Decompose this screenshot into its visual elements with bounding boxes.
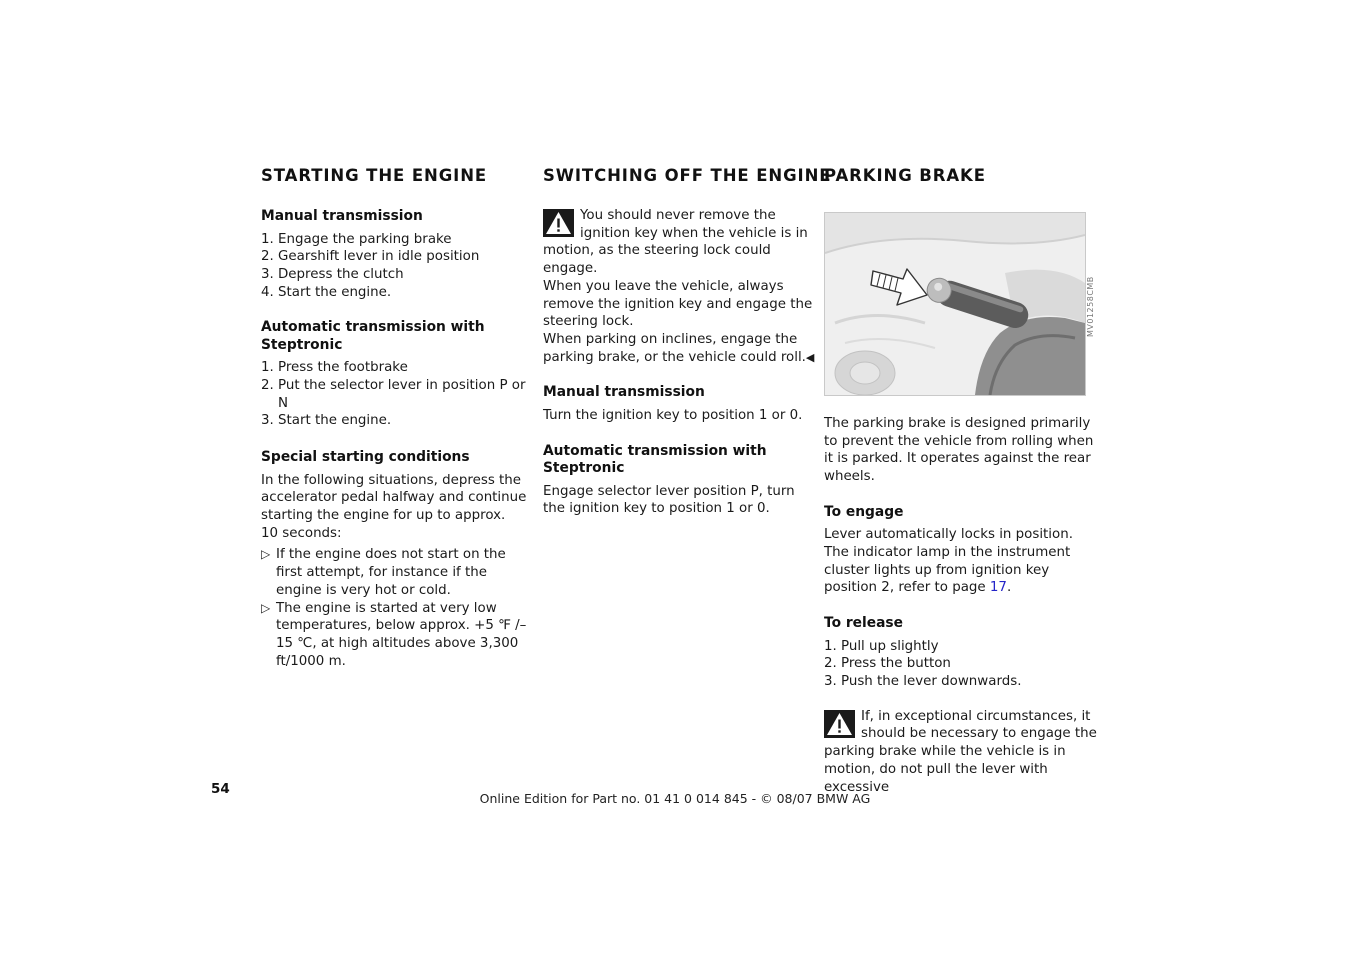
triangle-bullet-icon: ▷ xyxy=(261,600,271,615)
footer-edition-note: Online Edition for Part no. 01 41 0 014 845 - © 08/07 BMW AG xyxy=(479,791,871,806)
list-item: 1. Engage the parking brake xyxy=(261,231,452,247)
auto-switch-off-text: Engage selector lever position P, turn the ignition key to position 1 or 0. xyxy=(543,483,795,517)
parking-brake-illustration xyxy=(824,212,1086,396)
heading-starting-engine: STARTING THE ENGINE xyxy=(261,166,488,185)
engage-text-1: Lever automatically locks in position. xyxy=(824,527,1073,543)
special-conditions-duration: 10 seconds: xyxy=(261,525,342,541)
parking-brake-intro: The parking brake is designed primarily to prevent the vehicle from rolling when it is parked. It operates against the rear wheels. xyxy=(824,416,1094,485)
warning-text: When parking on inclines, engage the parking brake, or the vehicle could roll.◀ xyxy=(543,331,815,365)
starting-engine-body xyxy=(261,208,533,670)
engage-text-2: The indicator lamp in the instrument cluster lights up from ignition key position 2, refer to page 17. xyxy=(824,545,1071,596)
warning-block xyxy=(543,207,815,366)
warning-text: If, in exceptional circumstances, it should be necessary to engage the parking brake while the vehicle is in motion, do not pull the lever with excessive xyxy=(824,708,1097,795)
page-reference-link[interactable]: 17 xyxy=(989,580,1007,596)
list-item: ▷ The engine is started at very low temperatures, below approx. +5 ℉ /–15 ℃, at high altitudes above 3,300 ft/1000 m. xyxy=(261,600,527,669)
subheading-special-conditions: Special starting conditions xyxy=(261,449,470,466)
figure-code: MV01258CMB xyxy=(1086,276,1095,337)
list-item: 3. Depress the clutch xyxy=(261,266,404,282)
end-of-section-icon: ◀ xyxy=(805,350,815,364)
subheading-to-release: To release xyxy=(824,615,903,632)
list-item: 1. Press the footbrake xyxy=(261,360,408,376)
manual-steps-list xyxy=(261,231,533,302)
list-item: 2. Put the selector lever in position P or N xyxy=(261,378,526,411)
list-item: 3. Push the lever downwards. xyxy=(824,674,1022,690)
special-conditions-text: In the following situations, depress the accelerator pedal halfway and continue starting the engine for up to approx. xyxy=(261,472,527,524)
release-steps-list xyxy=(824,638,1099,691)
warning-triangle-icon xyxy=(543,209,574,237)
parking-brake-body xyxy=(824,415,1099,796)
subheading-manual-transmission: Manual transmission xyxy=(261,208,423,224)
warning-triangle-icon xyxy=(824,710,855,738)
auto-steps-list xyxy=(261,359,533,430)
list-item: 4. Start the engine. xyxy=(261,284,392,300)
warning-text: You should never remove the ignition key when the vehicle is in motion, as the steering lock could engage. xyxy=(543,208,808,277)
heading-switching-off: SWITCHING OFF THE ENGINE xyxy=(543,166,832,185)
subheading-automatic-transmission: Automatic transmission with Steptronic xyxy=(261,319,485,353)
warning-block xyxy=(824,708,1099,797)
list-item: 2. Gearshift lever in idle position xyxy=(261,249,480,265)
heading-parking-brake: PARKING BRAKE xyxy=(824,166,986,185)
page-number: 54 xyxy=(211,781,230,797)
subheading-manual-transmission: Manual transmission xyxy=(543,384,705,401)
subheading-automatic-transmission: Automatic transmission with Steptronic xyxy=(543,442,767,477)
list-item: ▷ If the engine does not start on the first attempt, for instance if the engine is very hot or cold. xyxy=(261,547,506,598)
switching-off-body xyxy=(543,207,815,518)
subheading-to-engage: To engage xyxy=(824,503,904,520)
manual-switch-off-text: Turn the ignition key to position 1 or 0. xyxy=(543,407,803,423)
parking-brake-lever-image xyxy=(825,213,1085,395)
list-item: 3. Start the engine. xyxy=(261,413,392,429)
list-item: 2. Press the button xyxy=(824,656,951,672)
conditions-list xyxy=(261,546,533,670)
warning-text: When you leave the vehicle, always remove the ignition key and engage the steering lock. xyxy=(543,278,813,330)
triangle-bullet-icon: ▷ xyxy=(261,547,271,562)
list-item: 1. Pull up slightly xyxy=(824,638,939,654)
